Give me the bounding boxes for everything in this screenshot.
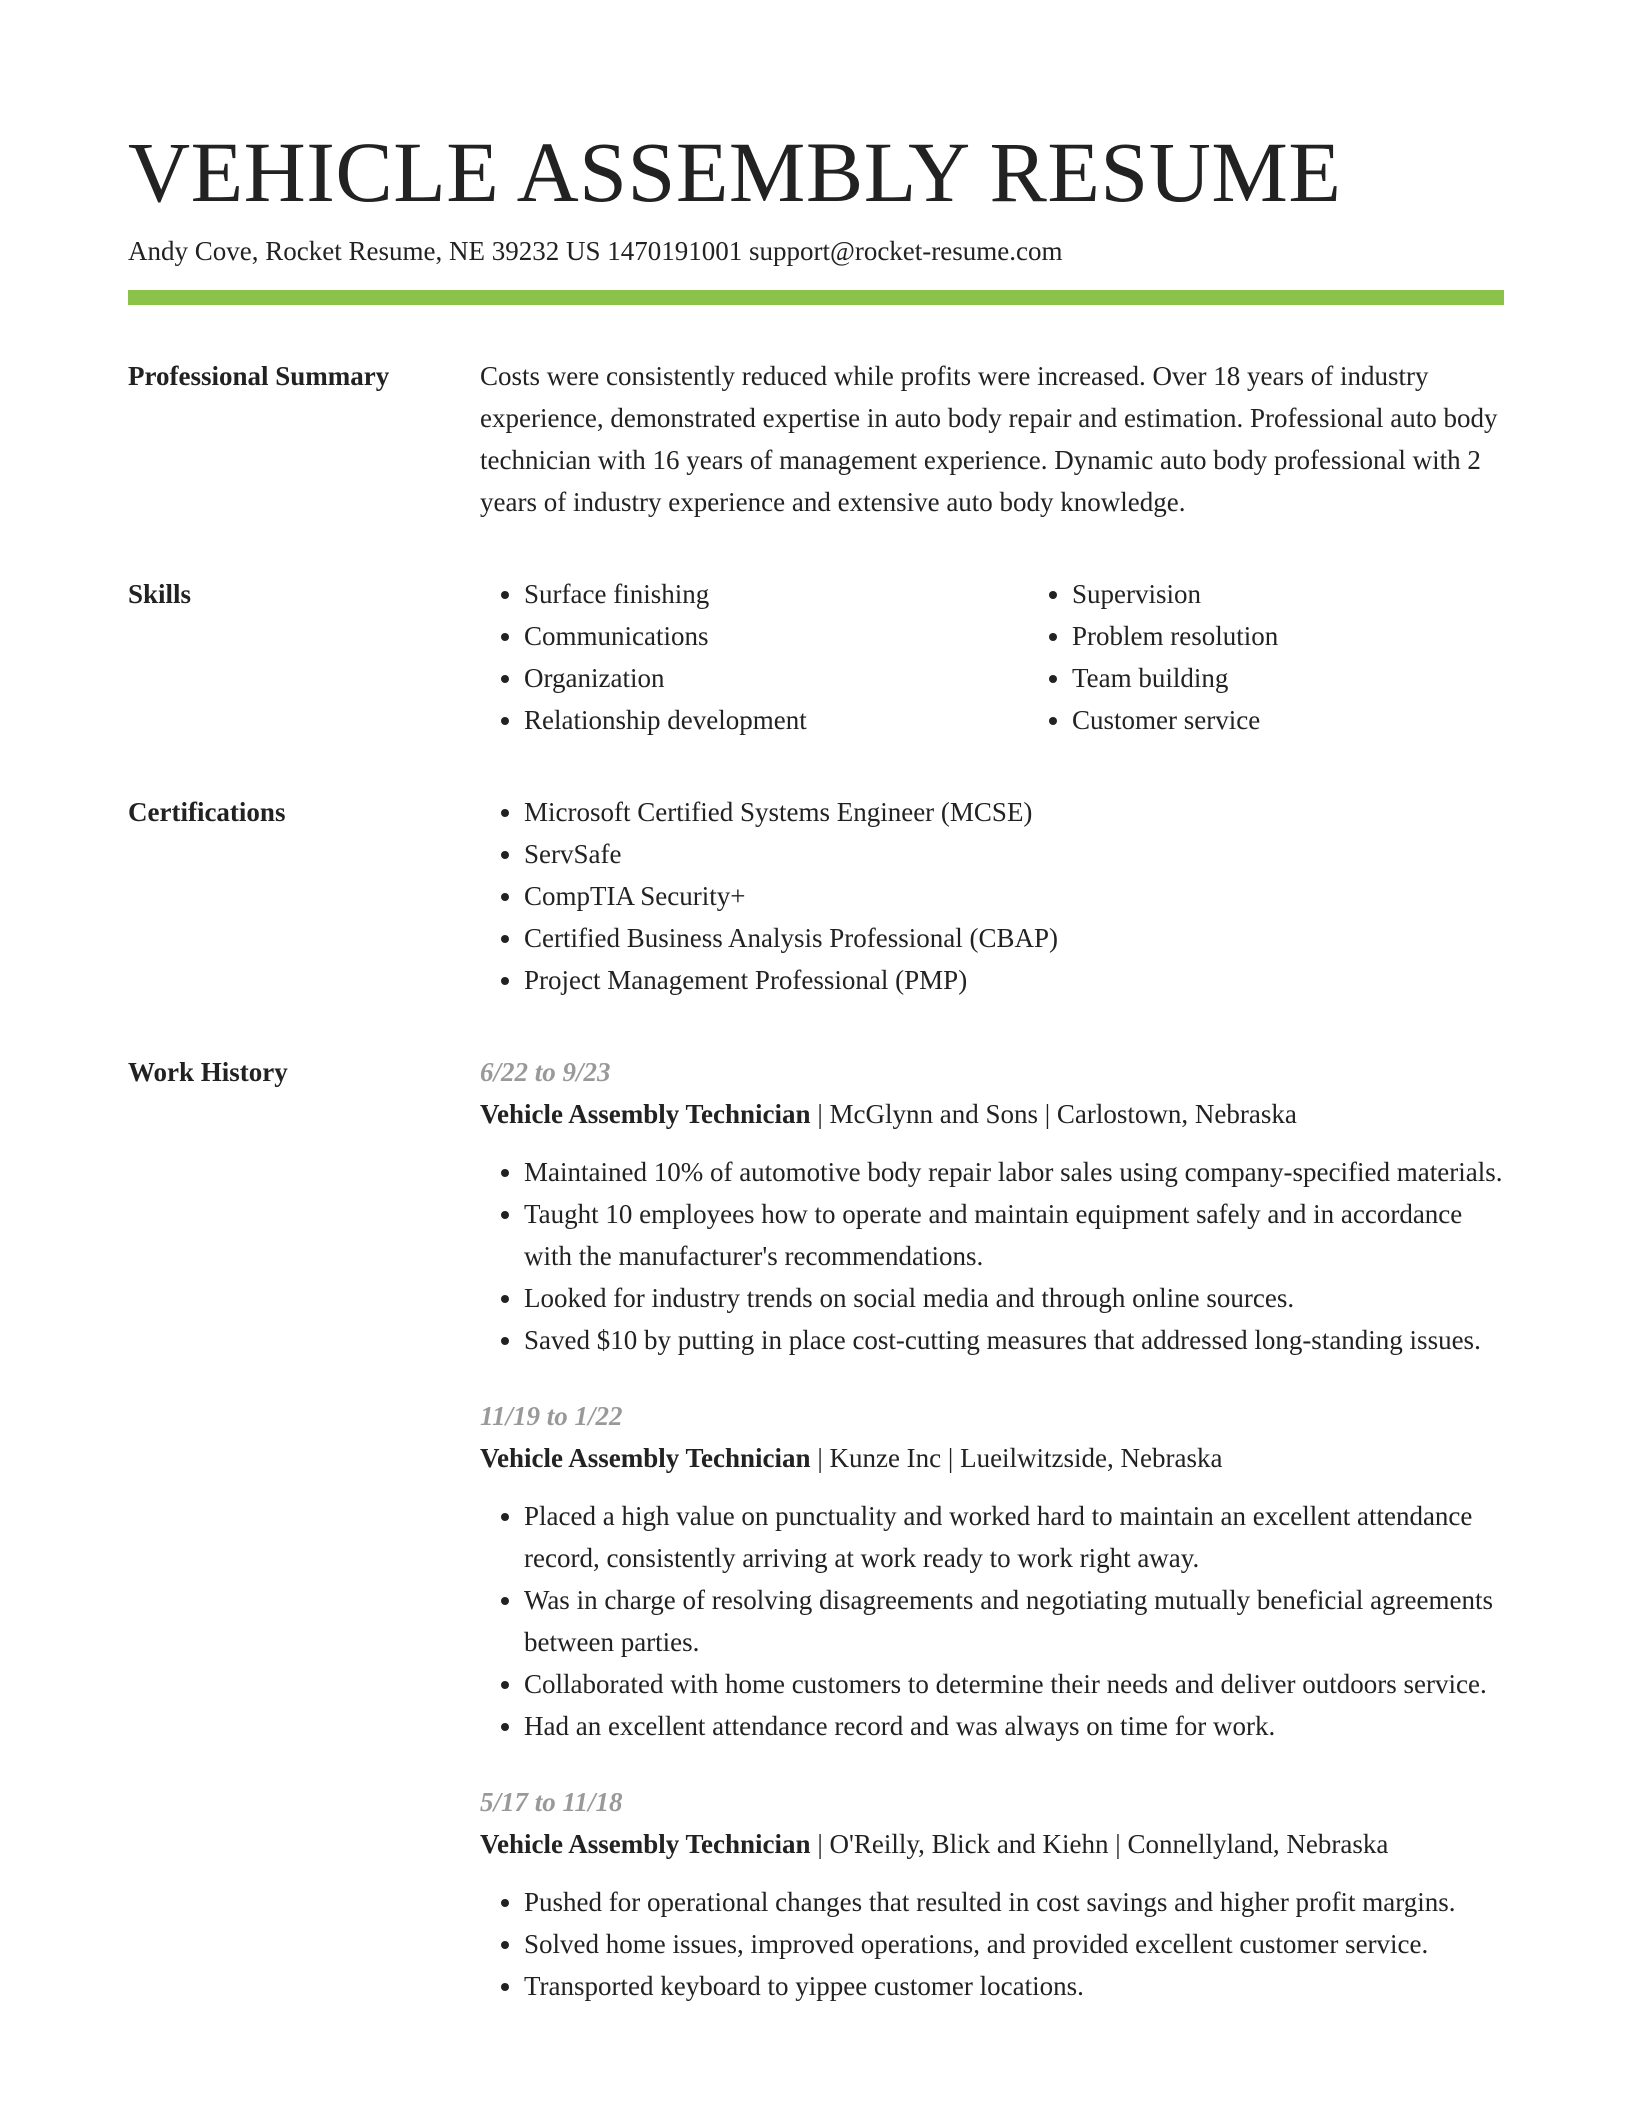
job-bullets <box>480 1151 1504 1361</box>
job-title-line <box>480 1823 1504 1865</box>
certification-item: • Microsoft Certified Systems Engineer (MCSE) <box>524 791 1504 833</box>
job-bullet: • Had an excellent attendance record and was always on time for work. <box>524 1705 1504 1747</box>
professional-summary-section <box>128 355 1504 523</box>
job-bullets <box>480 1881 1504 2007</box>
certification-item: • Project Management Professional (PMP) <box>524 959 1504 1001</box>
job-title: Vehicle Assembly Technician <box>480 1443 811 1473</box>
certification-item: • ServSafe <box>524 833 1504 875</box>
skills-column-2 <box>1028 573 1576 741</box>
job-title: Vehicle Assembly Technician <box>480 1829 811 1859</box>
section-label: Skills <box>128 579 192 609</box>
job-location: Connellyland, Nebraska <box>1127 1829 1389 1859</box>
separator: | <box>1108 1829 1128 1859</box>
separator: | <box>810 1099 830 1129</box>
job-entry <box>480 1051 1504 1361</box>
section-body <box>480 1051 1504 2007</box>
job-bullet: • Was in charge of resolving disagreements and negotiating mutually beneficial agreements between parties. <box>524 1579 1504 1663</box>
section-body <box>480 355 1504 523</box>
job-entry <box>480 1781 1504 2007</box>
certification-item: • Certified Business Analysis Professional (CBAP) <box>524 917 1504 959</box>
job-dates: 5/17 to 11/18 <box>480 1787 623 1817</box>
work-history-section <box>128 1051 1504 2007</box>
job-bullet: • Maintained 10% of automotive body repair labor sales using company-specified materials. <box>524 1151 1504 1193</box>
certifications-section <box>128 791 1504 1001</box>
summary-text: Costs were consistently reduced while profits were increased. Over 18 years of industry experience, demonstrated expertise in auto body repair and estimation. Professional auto body technician with 16 years of management experience. Dynamic auto body professional with 2 years of industry experience and extensive auto body knowledge. <box>480 361 1498 517</box>
job-bullet: • Looked for industry trends on social media and through online sources. <box>524 1277 1504 1319</box>
skill-item: • Communications <box>524 615 1028 657</box>
separator: | <box>1037 1099 1057 1129</box>
skill-item: • Team building <box>1072 657 1576 699</box>
job-company: McGlynn and Sons <box>829 1099 1038 1129</box>
resume-title: VEHICLE ASSEMBLY RESUME <box>128 124 1342 220</box>
separator: | <box>810 1443 830 1473</box>
skill-item: • Problem resolution <box>1072 615 1576 657</box>
job-dates: 11/19 to 1/22 <box>480 1401 623 1431</box>
job-company: O'Reilly, Blick and Kiehn <box>829 1829 1109 1859</box>
job-location: Carlostown, Nebraska <box>1056 1099 1297 1129</box>
certification-item: • CompTIA Security+ <box>524 875 1504 917</box>
skills-column-1 <box>480 573 1028 741</box>
job-company: Kunze Inc <box>829 1443 942 1473</box>
job-bullet: • Collaborated with home customers to determine their needs and deliver outdoors service. <box>524 1663 1504 1705</box>
job-title-line <box>480 1093 1504 1135</box>
section-label: Professional Summary <box>128 361 390 391</box>
resume-page <box>128 126 1504 2007</box>
skill-item: • Supervision <box>1072 573 1576 615</box>
job-dates: 6/22 to 9/23 <box>480 1057 611 1087</box>
contact-line: Andy Cove, Rocket Resume, NE 39232 US 1470191001 support@rocket-resume.com <box>128 236 1063 266</box>
separator: | <box>810 1829 830 1859</box>
certifications-list <box>480 791 1504 1001</box>
job-bullet: • Taught 10 employees how to operate and maintain equipment safely and in accordance with the manufacturer's recommendations. <box>524 1193 1504 1277</box>
skill-item: • Relationship development <box>524 699 1028 741</box>
skill-item: • Surface finishing <box>524 573 1028 615</box>
job-bullets <box>480 1495 1504 1747</box>
separator: | <box>941 1443 961 1473</box>
job-title: Vehicle Assembly Technician <box>480 1099 811 1129</box>
section-label: Certifications <box>128 797 286 827</box>
job-bullet: • Transported keyboard to yippee customer locations. <box>524 1965 1504 2007</box>
accent-divider <box>128 290 1504 305</box>
skills-section <box>128 573 1504 741</box>
skill-item: • Organization <box>524 657 1028 699</box>
section-body <box>480 791 1504 1001</box>
section-label: Work History <box>128 1057 288 1087</box>
job-bullet: • Placed a high value on punctuality and worked hard to maintain an excellent attendance record, consistently arriving at work ready to work right away. <box>524 1495 1504 1579</box>
job-bullet: • Solved home issues, improved operations, and provided excellent customer service. <box>524 1923 1504 1965</box>
job-location: Lueilwitzside, Nebraska <box>960 1443 1223 1473</box>
job-entry <box>480 1395 1504 1747</box>
job-bullet: • Pushed for operational changes that resulted in cost savings and higher profit margins. <box>524 1881 1504 1923</box>
skill-item: • Customer service <box>1072 699 1576 741</box>
job-title-line <box>480 1437 1504 1479</box>
skills-grid <box>480 573 1576 741</box>
job-bullet: • Saved $10 by putting in place cost-cutting measures that addressed long-standing issues. <box>524 1319 1504 1361</box>
